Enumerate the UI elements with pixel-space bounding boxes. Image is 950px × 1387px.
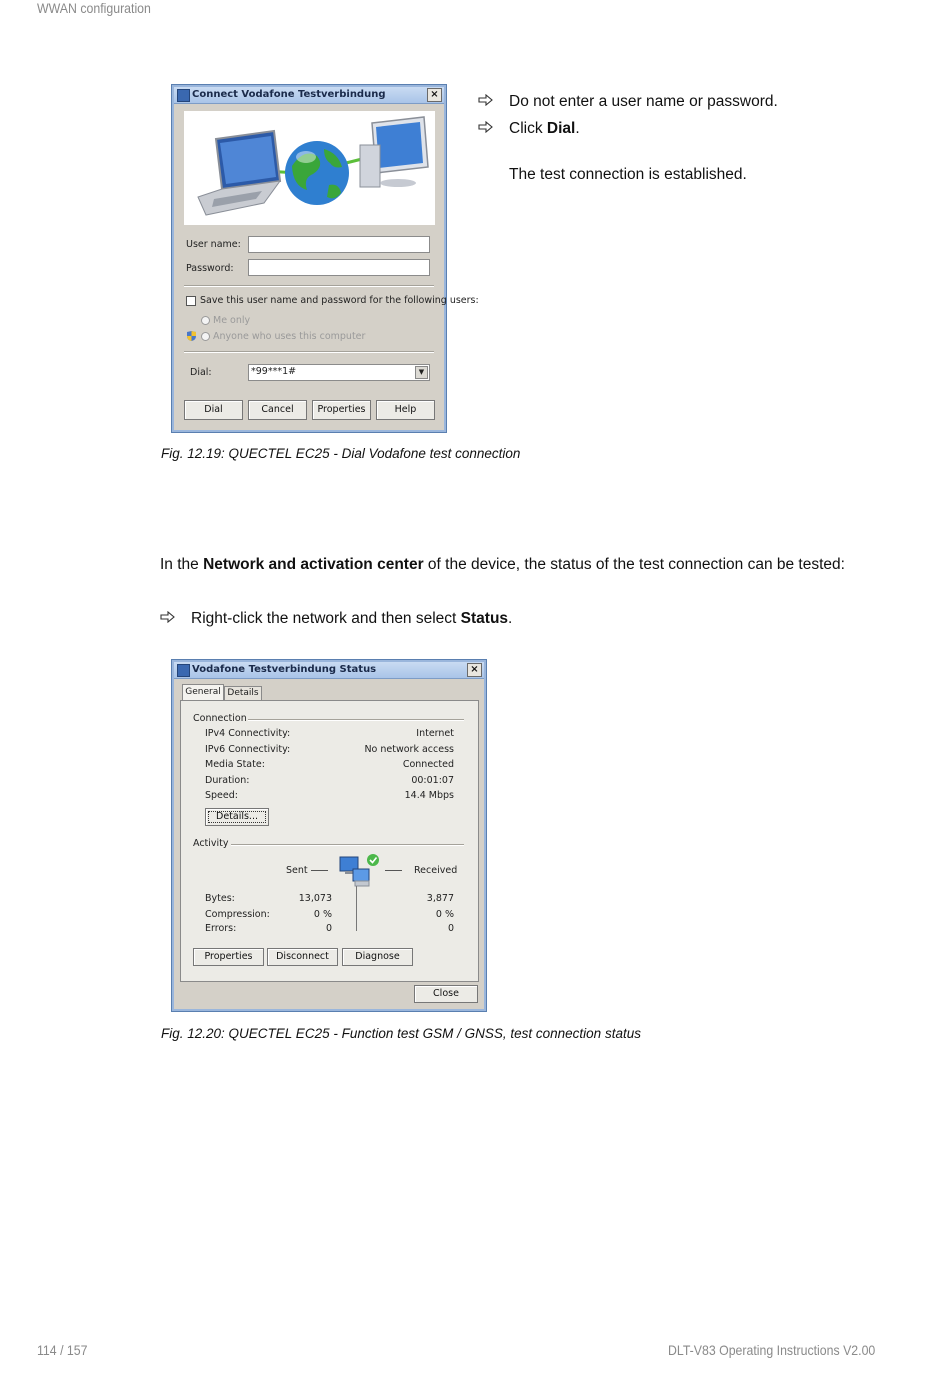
stat-label: Errors: [205, 923, 237, 934]
figure-caption: Fig. 12.19: QUECTEL EC25 - Dial Vodafone test connection [161, 446, 521, 461]
received-label: Received [414, 865, 458, 876]
activity-group-label: Activity [193, 838, 229, 849]
details-button[interactable]: Details... [205, 808, 269, 826]
network-activity-icon [337, 853, 381, 889]
divider [385, 870, 402, 871]
network-icon [177, 89, 190, 102]
step-no-credentials [478, 93, 778, 111]
properties-button[interactable]: Properties [312, 400, 371, 420]
row-value: 00:01:07 [411, 775, 454, 786]
dial-label: Dial: [190, 367, 212, 378]
divider [311, 870, 328, 871]
row-label: IPv6 Connectivity: [205, 744, 291, 755]
step-select-status [160, 610, 513, 628]
password-label: Password: [186, 263, 234, 274]
cancel-button[interactable]: Cancel [248, 400, 307, 420]
dialog-titlebar [174, 662, 484, 679]
row-label: Duration: [205, 775, 250, 786]
arrow-right-icon [478, 94, 494, 106]
help-button[interactable]: Help [376, 400, 435, 420]
me-only-label: Me only [213, 315, 251, 326]
row-value: Connected [402, 759, 454, 770]
status-dialog [171, 659, 487, 1012]
network-icon [177, 664, 190, 677]
connection-illustration [184, 111, 435, 225]
dialog-title: Vodafone Testverbindung Status [192, 664, 377, 675]
anyone-label: Anyone who uses this computer [213, 331, 366, 342]
dialog-titlebar [174, 87, 444, 104]
step-click-dial [478, 120, 580, 138]
shield-icon [187, 331, 196, 341]
properties-button[interactable]: Properties [193, 948, 264, 966]
document-title: DLT-V83 Operating Instructions V2.00 [668, 1342, 876, 1358]
general-panel [180, 700, 479, 982]
running-header: WWAN configuration [37, 0, 151, 16]
figure-caption: Fig. 12.20: QUECTEL EC25 - Function test GSM / GNSS, test connection status [161, 1026, 641, 1041]
connection-group-label: Connection [193, 713, 247, 724]
divider [248, 719, 464, 721]
divider [231, 844, 464, 846]
dialog-title: Connect Vodafone Testverbindung [192, 89, 386, 100]
disconnect-button[interactable]: Disconnect [267, 948, 338, 966]
close-button[interactable]: Close [414, 985, 478, 1003]
stat-label: Compression: [205, 909, 270, 920]
dial-number-value: *99***1# [251, 366, 297, 377]
connect-dialog [171, 84, 479, 433]
tab-details[interactable]: Details [224, 686, 262, 701]
stat-sent-value: 13,073 [298, 893, 332, 904]
close-icon[interactable]: × [427, 88, 442, 102]
stat-received-value: 0 [447, 923, 454, 934]
tab-general[interactable]: General [182, 684, 224, 701]
divider [184, 351, 434, 353]
arrow-right-icon [478, 121, 494, 133]
row-value: No network access [364, 744, 454, 755]
step-text: Right-click the network and then select Status. [191, 610, 513, 627]
step-text: Do not enter a user name or password. [509, 93, 778, 110]
password-input[interactable] [248, 259, 430, 276]
dial-button[interactable]: Dial [184, 400, 243, 420]
sent-label: Sent [286, 865, 308, 876]
anyone-radio[interactable] [201, 332, 210, 341]
stat-sent-value: 0 [325, 923, 332, 934]
user-name-label: User name: [186, 239, 241, 250]
stat-received-value: 3,877 [426, 893, 454, 904]
stat-label: Bytes: [205, 893, 235, 904]
arrow-right-icon [160, 611, 176, 623]
page-number: 114 / 157 [37, 1342, 88, 1358]
row-value: Internet [416, 728, 454, 739]
intro-paragraph: In the Network and activation center of the device, the status of the test connection can be tested: [160, 556, 845, 573]
save-credentials-label: Save this user name and password for the following users: [200, 295, 479, 306]
row-label: IPv4 Connectivity: [205, 728, 291, 739]
diagnose-button[interactable]: Diagnose [342, 948, 413, 966]
result-text: The test connection is established. [509, 166, 747, 183]
dial-number-select[interactable] [248, 364, 430, 381]
row-label: Media State: [205, 759, 265, 770]
me-only-radio[interactable] [201, 316, 210, 325]
close-icon[interactable]: × [467, 663, 482, 677]
step-text: Click Dial. [509, 120, 580, 137]
stat-received-value: 0 % [435, 909, 454, 920]
user-name-input[interactable] [248, 236, 430, 253]
stat-sent-value: 0 % [313, 909, 332, 920]
divider [356, 886, 357, 931]
row-label: Speed: [205, 790, 238, 801]
save-credentials-checkbox[interactable] [186, 296, 196, 306]
laptop-globe-computer-icon [184, 111, 435, 225]
divider [184, 285, 434, 287]
row-value: 14.4 Mbps [404, 790, 454, 801]
chevron-down-icon[interactable]: ▼ [415, 366, 428, 379]
